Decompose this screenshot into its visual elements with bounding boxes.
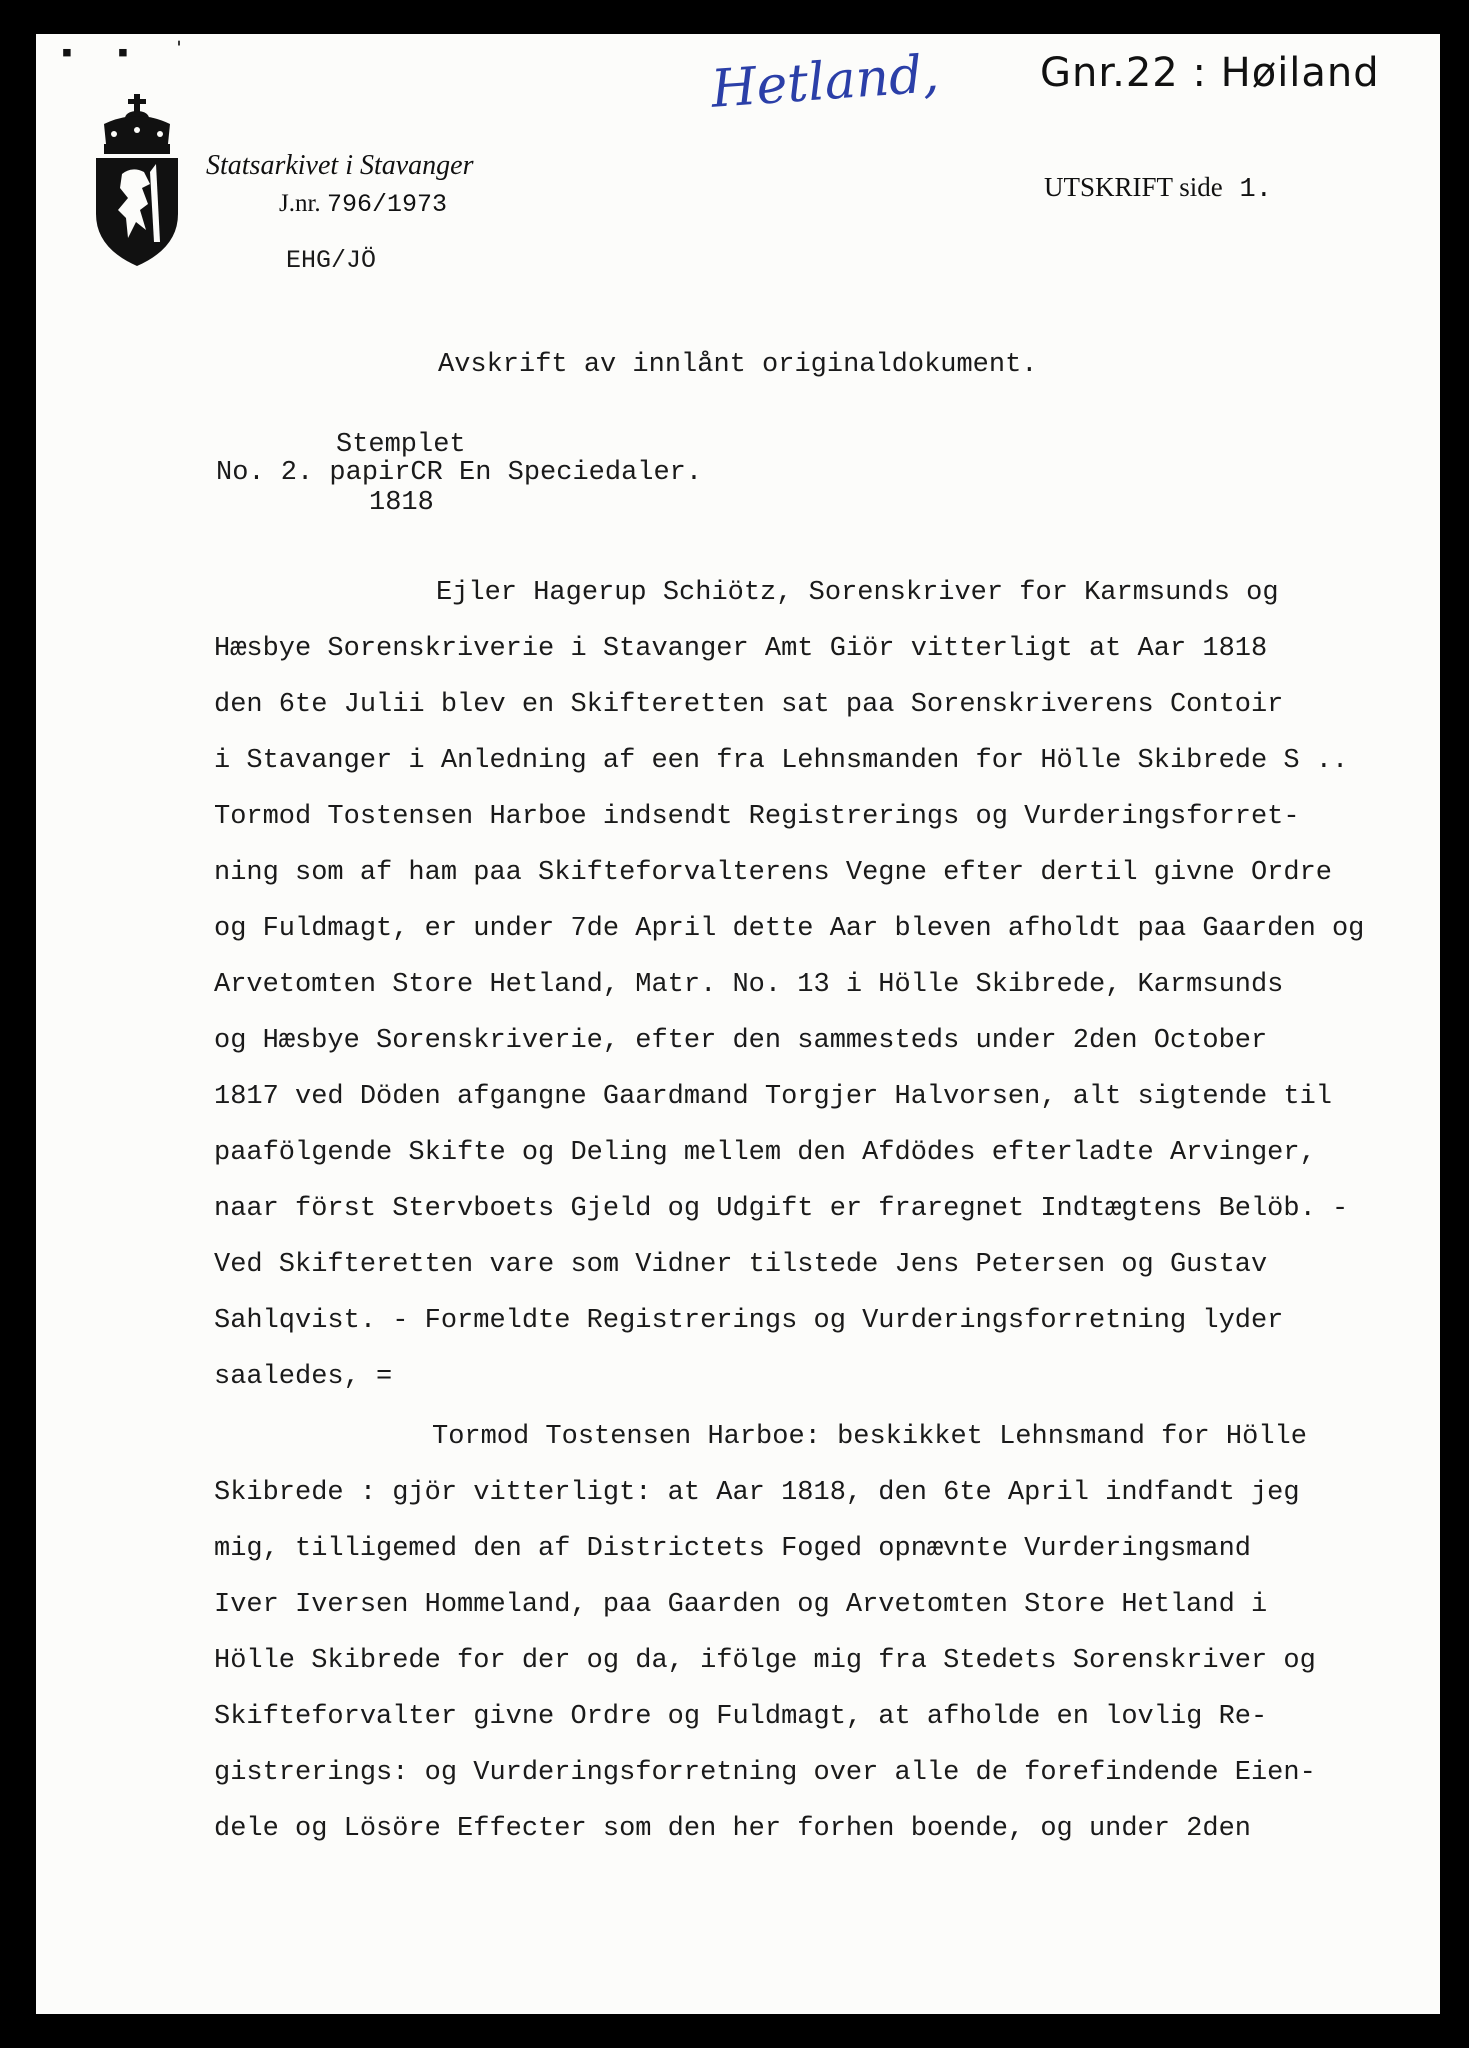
norwegian-coat-of-arms-icon xyxy=(92,92,182,268)
handwritten-note-hetland: Hetland, xyxy=(709,44,941,120)
text-line: saaledes, = xyxy=(214,1362,393,1392)
text-line: den 6te Julii blev en Skifteretten sat paa Sorenskriverens Contoir xyxy=(214,690,1284,720)
stamp-line: No. 2. papirCR En Speciedaler. xyxy=(216,458,703,488)
journal-number-label: J.nr. xyxy=(279,190,321,217)
text-line: Sahlqvist. - Formeldte Registrerings og Vurderingsforretning lyder xyxy=(214,1306,1284,1336)
journal-number-value: 796/1973 xyxy=(326,190,447,219)
text-line: Skifteforvalter givne Ordre og Fuldmagt, at afholde en lovlig Re- xyxy=(214,1702,1268,1732)
text-line: Ved Skifteretten vare som Vidner tilstede Jens Petersen og Gustav xyxy=(214,1250,1268,1280)
handwritten-note-gnr: Gnr.22 : Høiland xyxy=(1040,50,1380,96)
utskrift-label: UTSKRIFT side xyxy=(1044,172,1223,202)
text-line: Ejler Hagerup Schiötz, Sorenskriver for Karmsunds og xyxy=(436,578,1279,608)
text-line: Tormod Tostensen Harboe: beskikket Lehnsmand for Hölle xyxy=(432,1422,1307,1452)
text-line: naar först Stervboets Gjeld og Udgift er fraregnet Indtægtens Belöb. - xyxy=(214,1194,1349,1224)
document-page xyxy=(36,34,1440,2014)
text-line: Arvetomten Store Hetland, Matr. No. 13 i Hölle Skibrede, Karmsunds xyxy=(214,970,1284,1000)
stamp-year: 1818 xyxy=(369,488,434,518)
text-line: i Stavanger i Anledning af een fra Lehnsmanden for Hölle Skibrede S .. xyxy=(214,746,1349,776)
text-line: mig, tilligemed den af Districtets Foged opnævnte Vurderingsmand xyxy=(214,1534,1251,1564)
initials: EHG/JÖ xyxy=(286,246,377,275)
utskrift-page-label xyxy=(1044,172,1272,205)
archive-name: Statsarkivet i Stavanger xyxy=(206,150,474,181)
document-title: Avskrift av innlånt originaldokument. xyxy=(438,350,1038,380)
journal-number xyxy=(279,190,447,219)
text-line: Hölle Skibrede for der og da, ifölge mig fra Stedets Sorenskriver og xyxy=(214,1646,1316,1676)
corner-marks: ▪ ▪ ˈ xyxy=(58,38,199,72)
text-line: dele og Lösöre Effecter som den her forhen boende, og under 2den xyxy=(214,1814,1251,1844)
text-line: og Hæsbye Sorenskriverie, efter den sammesteds under 2den October xyxy=(214,1026,1268,1056)
text-line: og Fuldmagt, er under 7de April dette Aar bleven afholdt paa Gaarden og xyxy=(214,914,1365,944)
text-line: Skibrede : gjör vitterligt: at Aar 1818, den 6te April indfandt jeg xyxy=(214,1478,1300,1508)
text-line: ning som af ham paa Skifteforvalterens Vegne efter dertil givne Ordre xyxy=(214,858,1332,888)
text-line: gistrerings: og Vurderingsforretning over alle de forefindende Eien- xyxy=(214,1758,1316,1788)
text-line: Iver Iversen Hommeland, paa Gaarden og Arvetomten Store Hetland i xyxy=(214,1590,1268,1620)
text-line: Tormod Tostensen Harboe indsendt Registrerings og Vurderingsforret- xyxy=(214,802,1300,832)
text-line: 1817 ved Döden afgangne Gaardmand Torgjer Halvorsen, alt sigtende til xyxy=(214,1082,1332,1112)
page-number: 1. xyxy=(1239,175,1272,205)
stamp-label: Stemplet xyxy=(336,430,466,460)
text-line: Hæsbye Sorenskriverie i Stavanger Amt Giör vitterligt at Aar 1818 xyxy=(214,634,1268,664)
text-line: paafölgende Skifte og Deling mellem den Afdödes efterladte Arvinger, xyxy=(214,1138,1316,1168)
